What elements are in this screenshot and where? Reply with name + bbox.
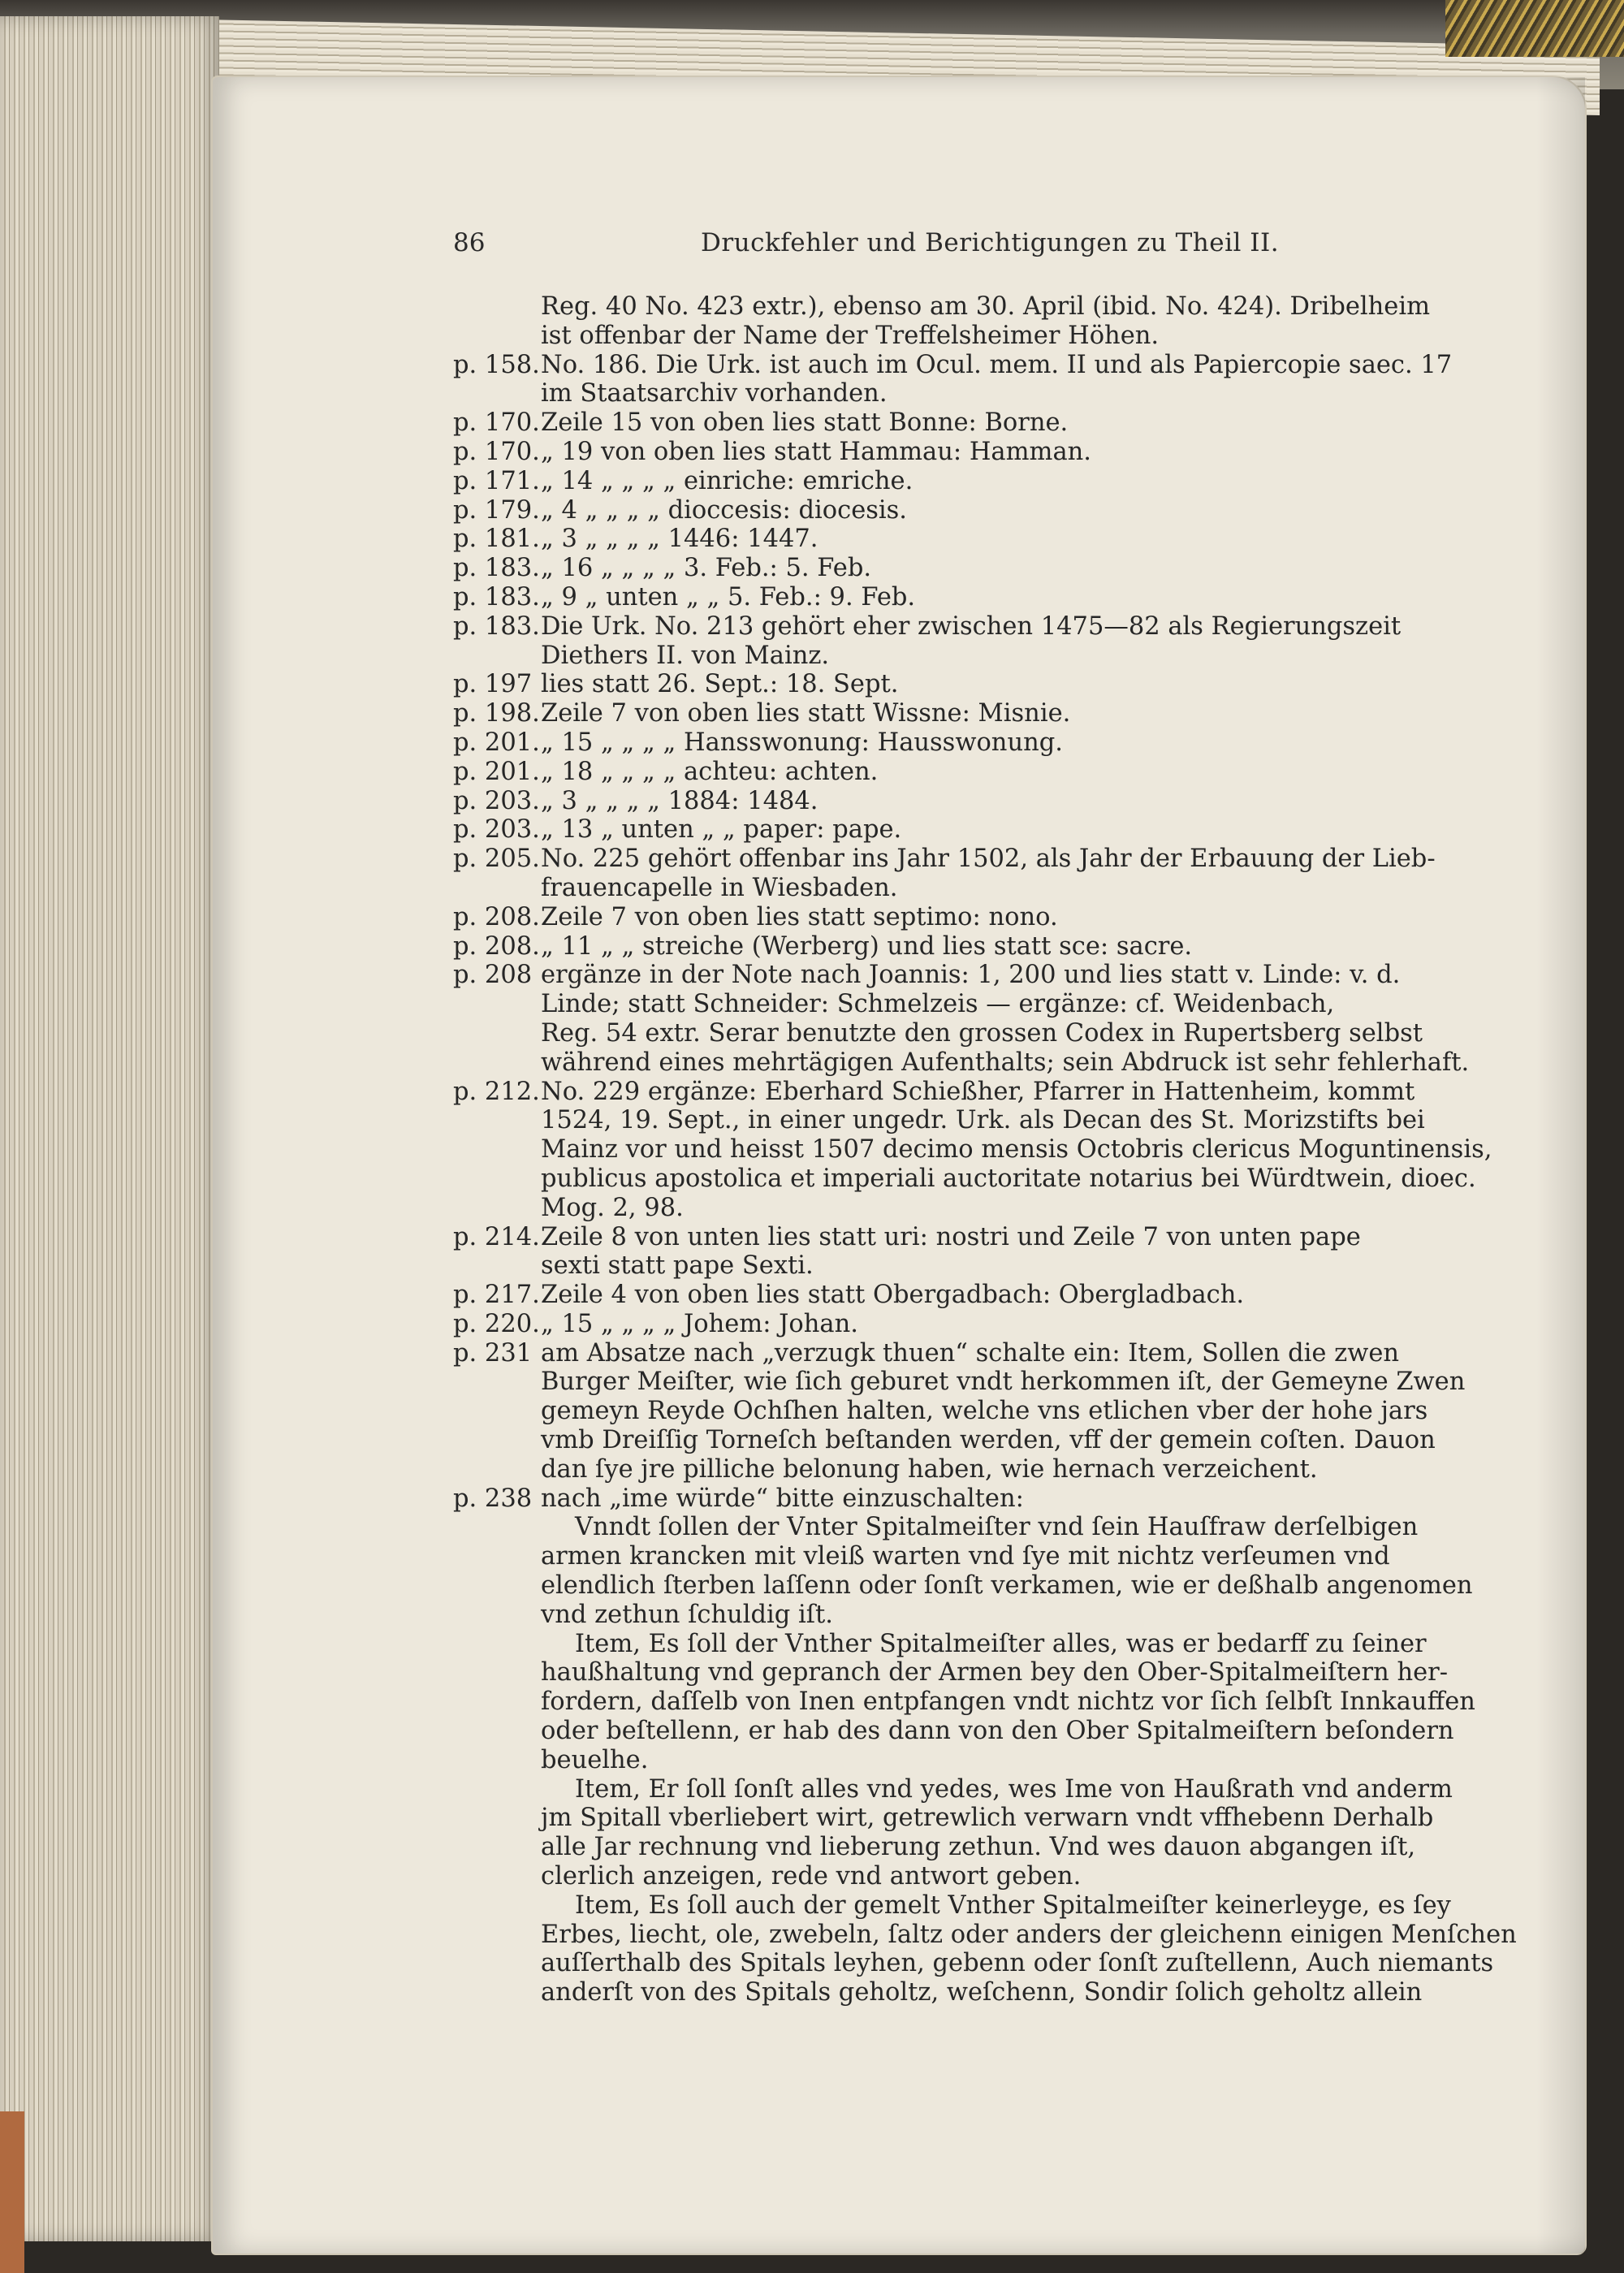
page-reference: p. 208. xyxy=(453,902,540,931)
text-line xyxy=(453,699,1509,728)
line-text: armen krancken mit vleiß warten vnd ſye mit nichtz verſeumen vnd xyxy=(541,1542,1390,1571)
text-line xyxy=(453,438,1509,467)
cover-edge xyxy=(0,2111,24,2273)
text-line xyxy=(453,1281,1509,1310)
page-number: 86 xyxy=(453,228,486,257)
page-reference: p. 208. xyxy=(453,931,540,961)
text-line xyxy=(453,1746,1509,1775)
line-text: alle Jar rechnung vnd lieberung zethun. Vnd wes dauon abgangen iſt, xyxy=(541,1833,1416,1862)
line-text: sexti statt pape Sexti. xyxy=(541,1251,814,1281)
page-shadow xyxy=(1536,77,1585,2254)
page-reference: p. 214. xyxy=(453,1222,540,1251)
line-text: „ 3 „ „ „ „ 1446: 1447. xyxy=(541,525,818,554)
page-reference: p. 203. xyxy=(453,815,540,845)
line-text: ergänze in der Note nach Joannis: 1, 200 und lies statt v. Linde: v. d. xyxy=(541,961,1401,990)
line-text: „ 19 von oben lies statt Hammau: Hamman. xyxy=(541,437,1091,466)
page-reference: p. 198. xyxy=(453,699,540,728)
line-text: „ 3 „ „ „ „ 1884: 1484. xyxy=(541,786,818,815)
text-line xyxy=(453,1571,1509,1601)
page-reference: p. 220. xyxy=(453,1309,540,1338)
text-line xyxy=(453,1339,1509,1368)
line-text: frauencapelle in Wiesbaden. xyxy=(541,873,898,902)
text-line xyxy=(453,874,1509,903)
page-reference: p. 158. xyxy=(453,350,540,379)
line-text: Zeile 4 von oben lies statt Obergadbach: Obergladbach. xyxy=(541,1281,1245,1310)
page-header xyxy=(453,228,1509,261)
text-line xyxy=(453,758,1509,787)
text-line xyxy=(453,728,1509,758)
line-text: „ 15 „ „ „ „ Hansswonung: Hausswonung. xyxy=(541,728,1063,757)
page-reference: p. 205. xyxy=(453,845,540,874)
page-reference: p. 238 xyxy=(453,1484,533,1513)
text-line xyxy=(453,1658,1509,1687)
text-line xyxy=(453,292,1509,322)
page-reference: p. 203. xyxy=(453,786,540,815)
line-text: Linde; statt Schneider: Schmelzeis — ergänze: cf. Weidenbach, xyxy=(541,990,1335,1019)
text-line xyxy=(453,379,1509,408)
text-line xyxy=(453,1833,1509,1862)
text-line xyxy=(453,1106,1509,1135)
text-line xyxy=(453,1949,1509,1978)
text-line xyxy=(453,1484,1509,1514)
text-line xyxy=(453,903,1509,932)
text-line xyxy=(453,496,1509,525)
line-text: „ 9 „ unten „ „ 5. Feb.: 9. Feb. xyxy=(541,582,916,611)
page-reference: p. 201. xyxy=(453,728,540,757)
line-text: Item, Er ſoll ſonſt alles vnd yedes, wes Ime von Haußrath vnd anderm xyxy=(575,1774,1453,1804)
page-reference: p. 212. xyxy=(453,1077,540,1106)
line-text: Zeile 7 von oben lies statt Wissne: Misnie. xyxy=(541,699,1071,728)
line-text: Item, Es ſoll der Vnther Spitalmeiſter alles, was er bedarff zu ſeiner xyxy=(575,1629,1427,1658)
line-text: „ 16 „ „ „ „ 3. Feb.: 5. Feb. xyxy=(541,554,872,583)
page-reference: p. 217. xyxy=(453,1281,540,1310)
line-text: lies statt 26. Sept.: 18. Sept. xyxy=(541,670,899,699)
line-text: Zeile 8 von unten lies statt uri: nostri und Zeile 7 von unten pape xyxy=(541,1222,1361,1251)
text-line xyxy=(453,1601,1509,1630)
page-reference: p. 183. xyxy=(453,611,540,641)
line-text: haußhaltung vnd gepranch der Armen bey den Ober-Spitalmeiſtern her- xyxy=(541,1658,1449,1687)
text-line xyxy=(453,1397,1509,1426)
text-line xyxy=(453,845,1509,874)
page-reference: p. 170. xyxy=(453,408,540,438)
line-text: publicus apostolica et imperiali auctoritate notarius bei Würdtwein, dioec. xyxy=(541,1164,1476,1193)
text-line xyxy=(453,1426,1509,1455)
line-text: Diethers II. von Mainz. xyxy=(541,641,830,670)
text-line xyxy=(453,1048,1509,1078)
line-text: „ 4 „ „ „ „ dioccesis: diocesis. xyxy=(541,495,907,525)
line-text: Mainz vor und heisst 1507 decimo mensis Octobris clericus Moguntinensis, xyxy=(541,1135,1492,1165)
page-reference: p. 183. xyxy=(453,582,540,611)
page-reference: p. 201. xyxy=(453,757,540,786)
text-line xyxy=(453,1775,1509,1804)
line-text: oder beſtellenn, er hab des dann von den Ober Spitalmeiſtern beſondern xyxy=(541,1717,1454,1746)
text-line xyxy=(453,408,1509,438)
text-line xyxy=(453,1455,1509,1484)
line-text: dan ſye jre pilliche belonung haben, wie hernach verzeichent. xyxy=(541,1454,1318,1484)
line-text: Vnndt ſollen der Vnter Spitalmeiſter vnd ſein Hauſfraw derſelbigen xyxy=(575,1513,1419,1542)
line-text: „ 14 „ „ „ „ einriche: emriche. xyxy=(541,466,914,495)
line-text: Erbes, liecht, ole, zwebeln, ſaltz oder anders der gleichenn einigen Menſchen xyxy=(541,1920,1517,1949)
text-line xyxy=(453,1135,1509,1165)
page-reference: p. 208 xyxy=(453,961,533,990)
line-text: Die Urk. No. 213 gehört eher zwischen 1475—82 als Regierungszeit xyxy=(541,611,1402,641)
line-text: „ 18 „ „ „ „ achteu: achten. xyxy=(541,757,879,786)
text-line xyxy=(453,351,1509,380)
line-text: anderſt von des Spitals geholtz, weſchenn, Sondir ſolich geholtz allein xyxy=(541,1978,1423,2007)
text-line xyxy=(453,1019,1509,1048)
text-line xyxy=(453,787,1509,816)
text-line xyxy=(453,1542,1509,1571)
page-stack-left xyxy=(0,16,219,2241)
line-text: gemeyn Reyde Ochſhen halten, welche vns etlichen vber der hohe jars xyxy=(541,1397,1428,1426)
text-line xyxy=(453,932,1509,961)
page-reference: p. 183. xyxy=(453,554,540,583)
line-text: elendlich ſterben laſſenn oder ſonſt verkamen, wie er deßhalb angenomen xyxy=(541,1571,1473,1601)
line-text: im Staatsarchiv vorhanden. xyxy=(541,379,888,408)
line-text: 1524, 19. Sept., in einer ungedr. Urk. als Decan des St. Morizstifts bei xyxy=(541,1106,1425,1135)
line-text: vnd zethun ſchuldig iſt. xyxy=(541,1600,833,1629)
text-line xyxy=(453,1862,1509,1891)
line-text: vmb Dreiſſig Torneſch beſtanden werden, vff der gemein coſten. Dauon xyxy=(541,1426,1436,1455)
text-line xyxy=(453,642,1509,671)
line-text: Zeile 7 von oben lies statt septimo: nono. xyxy=(541,902,1058,931)
text-line xyxy=(453,1194,1509,1223)
line-text: beuelhe. xyxy=(541,1745,649,1774)
text-line xyxy=(453,583,1509,612)
text-line xyxy=(453,554,1509,583)
line-text: während eines mehrtägigen Aufenthalts; sein Abdruck ist sehr fehlerhaft. xyxy=(541,1048,1470,1077)
line-text: auſſerthalb des Spitals leyhen, gebenn oder ſonſt zuſtellenn, Auch niemants xyxy=(541,1949,1494,1978)
bookmark-ribbon xyxy=(1445,0,1624,57)
page-reference: p. 170. xyxy=(453,437,540,466)
line-text: No. 229 ergänze: Eberhard Schießher, Pfarrer in Hattenheim, kommt xyxy=(541,1077,1415,1106)
line-text: Item, Es ſoll auch der gemelt Vnther Spitalmeiſter keinerleyge, es ſey xyxy=(575,1891,1451,1920)
text-line xyxy=(453,612,1509,642)
line-text: „ 15 „ „ „ „ Johem: Johan. xyxy=(541,1309,858,1338)
line-text: No. 186. Die Urk. ist auch im Ocul. mem. II und als Papiercopie saec. 17 xyxy=(541,350,1453,379)
line-text: Reg. 54 extr. Serar benutzte den grossen Codex in Rupertsberg selbst xyxy=(541,1018,1423,1048)
page-reference: p. 179. xyxy=(453,495,540,525)
line-text: ist offenbar der Name der Treffelsheimer Höhen. xyxy=(541,321,1160,350)
text-line xyxy=(453,1687,1509,1717)
text-line xyxy=(453,525,1509,554)
text-line xyxy=(453,1804,1509,1833)
text-line xyxy=(453,467,1509,496)
text-line xyxy=(453,990,1509,1019)
line-text: „ 11 „ „ streiche (Werberg) und lies statt sce: sacre. xyxy=(541,931,1193,961)
line-text: clerlich anzeigen, rede vnd antwort geben. xyxy=(541,1862,1082,1891)
text-line xyxy=(453,1513,1509,1542)
line-text: fordern, daſſelb von Inen entpfangen vndt nichtz vor ſich ſelbſt Innkauffen xyxy=(541,1687,1475,1717)
page-reference: p. 181. xyxy=(453,525,540,554)
text-line xyxy=(453,670,1509,699)
text-line xyxy=(453,1251,1509,1281)
line-text: Reg. 40 No. 423 extr.), ebenso am 30. April (ibid. No. 424). Dribelheim xyxy=(541,292,1431,321)
line-text: „ 13 „ unten „ „ paper: pape. xyxy=(541,815,902,845)
page-reference: p. 231 xyxy=(453,1338,533,1368)
errata-text xyxy=(453,292,1517,2007)
page-reference: p. 197 xyxy=(453,670,533,699)
text-line xyxy=(453,1165,1509,1194)
line-text: No. 225 gehört offenbar ins Jahr 1502, als Jahr der Erbauung der Lieb- xyxy=(541,845,1436,874)
text-line xyxy=(453,815,1509,845)
page-reference: p. 171. xyxy=(453,466,540,495)
text-line xyxy=(453,322,1509,351)
text-line xyxy=(453,1078,1509,1107)
running-title: Druckfehler und Berichtigungen zu Theil II. xyxy=(701,228,1280,257)
text-line xyxy=(453,1920,1517,1950)
text-line xyxy=(453,1223,1509,1252)
text-line xyxy=(453,1368,1509,1397)
text-line xyxy=(453,1717,1509,1746)
text-line xyxy=(453,961,1509,990)
text-line xyxy=(453,1978,1509,2007)
line-text: nach „ime würde“ bitte einzuschalten: xyxy=(541,1484,1024,1513)
line-text: Mog. 2, 98. xyxy=(541,1193,684,1222)
line-text: jm Spitall vberliebert wirt, getrewlich verwarn vndt vffhebenn Derhalb xyxy=(541,1804,1434,1833)
line-text: Zeile 15 von oben lies statt Bonne: Borne. xyxy=(541,408,1069,438)
text-line xyxy=(453,1630,1509,1659)
text-line xyxy=(453,1891,1509,1921)
line-text: am Absatze nach „verzugk thuen“ schalte ein: Item, Sollen die zwen xyxy=(541,1338,1400,1368)
line-text: Burger Meiſter, wie ſich geburet vndt herkommen iſt, der Gemeyne Zwen xyxy=(541,1368,1466,1397)
text-line xyxy=(453,1310,1509,1339)
